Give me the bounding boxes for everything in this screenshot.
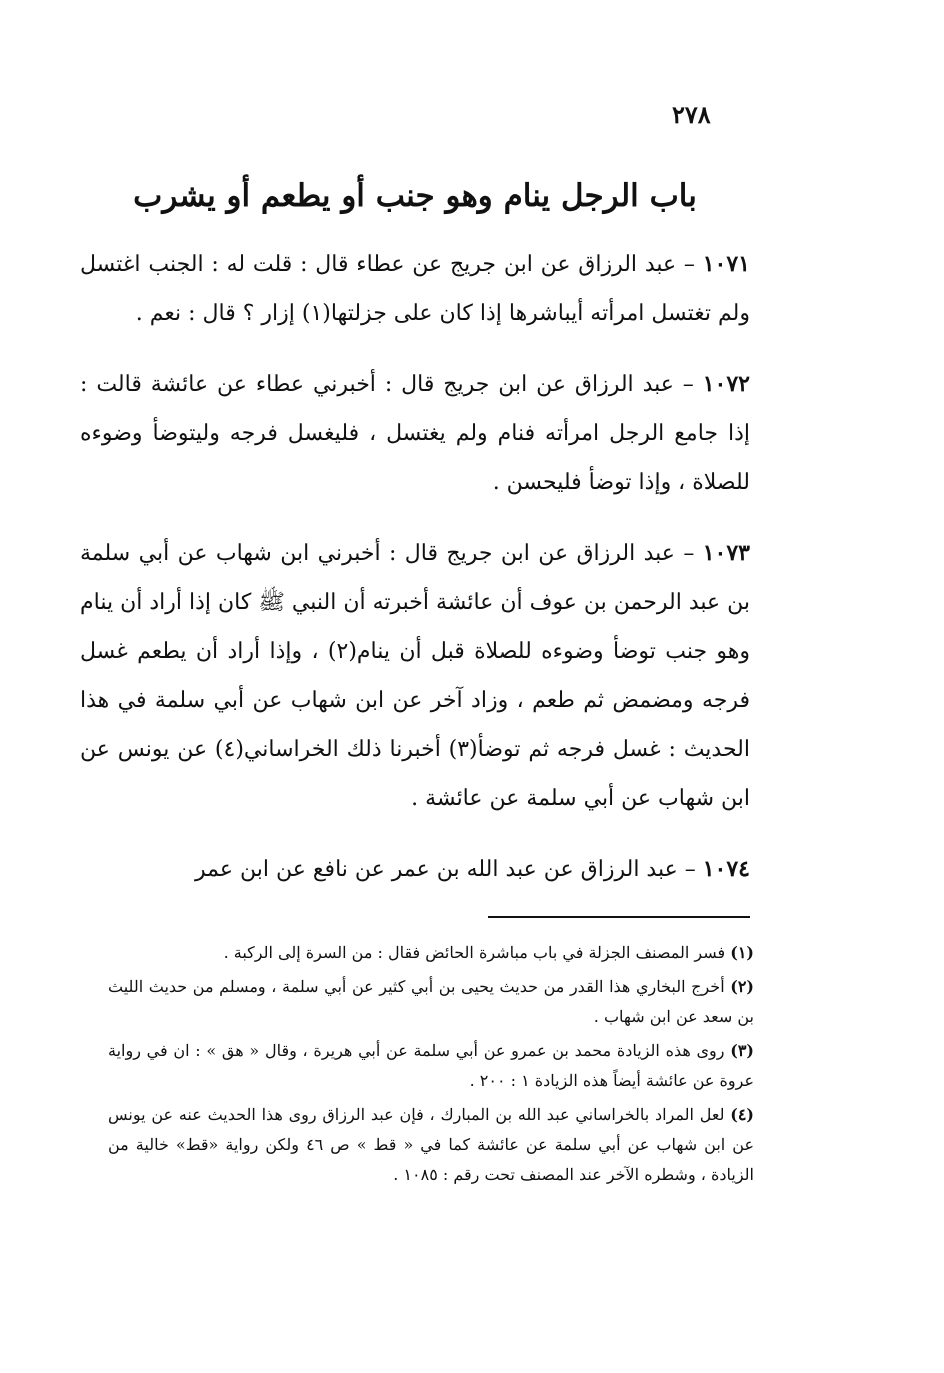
hadith-text: – عبد الرزاق عن عبد الله بن عمر عن نافع عن ابن عمر [195, 857, 696, 882]
footnote [108, 1100, 754, 1190]
footnote [108, 972, 754, 1032]
hadith-text: – عبد الرزاق عن ابن جريج قال : أخبرني ابن شهاب عن أبي سلمة بن عبد الرحمن بن عوف أن عائشة أخبرته أن النبي ﷺ كان إذا أراد أن ينام وهو جنب توضأ وضوءه للصلاة قبل أن ينام(٢) ، وإذا أراد أن يطعم غسل فرجه ومضمض ثم طعم ، وزاد آخر عن ابن شهاب عن أبي سلمة في هذا الحديث : غسل فرجه ثم توضأ(٣) أخبرنا ذلك الخراساني(٤) عن يونس عن ابن شهاب عن أبي سلمة عن عائشة . [80, 541, 750, 811]
footnotes [108, 938, 754, 1194]
hadith-number: ١٠٧٢ [702, 371, 750, 397]
footnote-text: فسر المصنف الجزلة في باب مباشرة الحائض فقال : من السرة إلى الركبة . [223, 943, 726, 962]
footnote-text: روى هذه الزيادة محمد بن عمرو عن أبي سلمة عن أبي هريرة ، وقال « هق » : ان في رواية عروة عن عائشة أيضاً هذه الزيادة ١ : ٢٠٠ . [108, 1041, 754, 1090]
footnote [108, 938, 754, 968]
footnote-text: أخرج البخاري هذا القدر من حديث يحيى بن أبي كثير عن أبي سلمة ، ومسلم من حديث الليث بن سعد عن ابن شهاب . [108, 977, 754, 1026]
main-text [80, 240, 750, 916]
hadith-paragraph [80, 529, 750, 823]
hadith-number: ١٠٧٤ [702, 856, 750, 882]
hadith-number: ١٠٧١ [702, 251, 750, 277]
footnote-number: (٣) [730, 1041, 754, 1060]
chapter-title: باب الرجل ينام وهو جنب أو يطعم أو يشرب [133, 178, 697, 214]
footnote-text: لعل المراد بالخراساني عبد الله بن المبارك ، فإن عبد الرزاق روى هذا الحديث عنه عن يونس عن ابن شهاب عن أبي سلمة عن عائشة كما في « قط » ص ٤٦ ولكن رواية «قط» خالية من الزيادة ، وشطره الآخر عند المصنف تحت رقم : ١٠٨٥ . [108, 1105, 755, 1184]
page-number: ٢٧٨ [672, 100, 711, 129]
hadith-paragraph [80, 360, 750, 507]
footnote [108, 1036, 754, 1096]
footnote-number: (١) [730, 943, 754, 962]
footnote-number: (٢) [730, 977, 754, 996]
hadith-text: – عبد الرزاق عن ابن جريج عن عطاء قال : قلت له : الجنب اغتسل ولم تغتسل امرأته أيباشرها إذا كان على جزلتها(١) إزار ؟ قال : نعم . [80, 252, 750, 326]
hadith-paragraph [80, 240, 750, 338]
footnote-number: (٤) [730, 1105, 754, 1124]
hadith-number: ١٠٧٣ [702, 540, 750, 566]
hadith-paragraph [80, 845, 750, 894]
hadith-text: – عبد الرزاق عن ابن جريج قال : أخبرني عطاء عن عائشة قالت : إذا جامع الرجل امرأته فنام ولم يغتسل ، فليغسل فرجه وليتوضأ وضوءه للصلاة ، وإذا توضأ فليحسن . [80, 372, 750, 495]
footnote-divider [488, 916, 750, 918]
